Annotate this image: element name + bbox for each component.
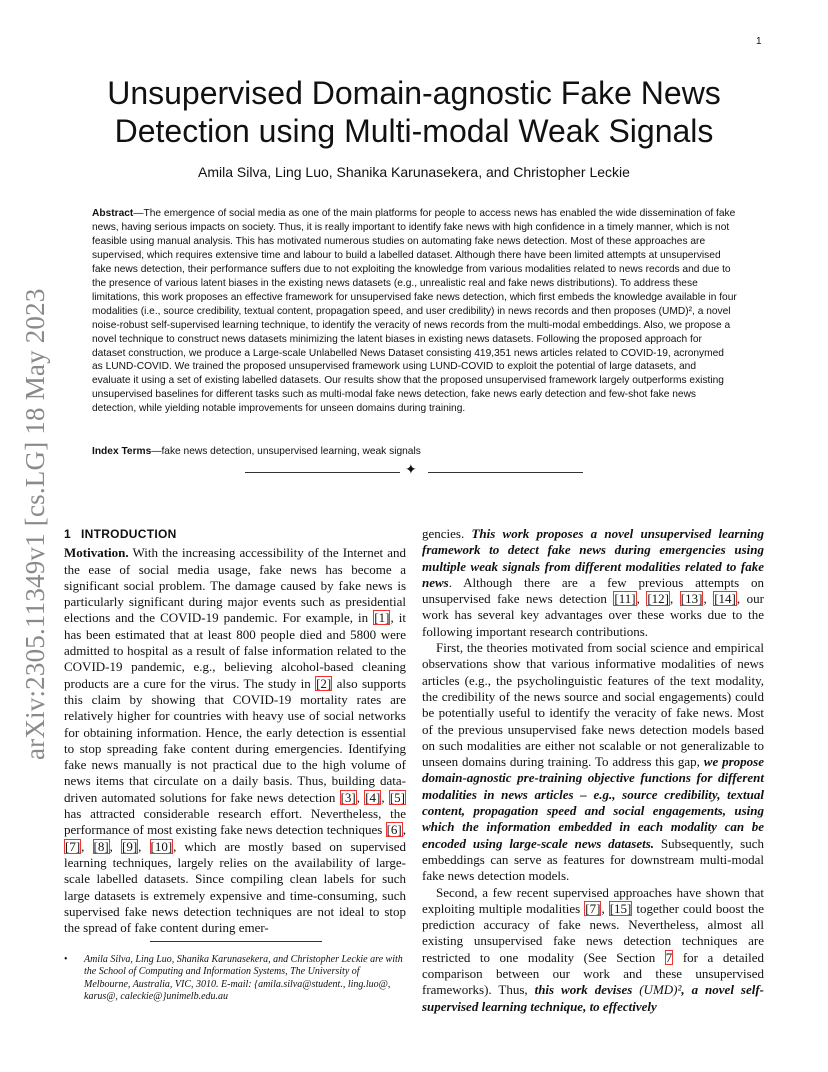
- separator: ,: [636, 591, 647, 607]
- separator: ,: [601, 900, 609, 916]
- paragraph-text: , our work has several key advantages over these works due to the following important research contributions.: [422, 591, 764, 639]
- paragraph-text: has attracted considerable research effort. Nevertheless, the performance of most existing fake news detection techniques: [64, 806, 406, 838]
- emphasis-text: this work devises: [534, 982, 633, 998]
- divider-diamond-icon: ✦: [405, 463, 417, 478]
- separator: ,: [81, 838, 93, 854]
- divider-line-left: [245, 472, 400, 473]
- paragraph-text: First, the theories motivated from social science and empirical observations show that various informative modalities of news articles (e.g., the psycholinguistic features of the text modality, the credibility of the news source and social engagements) could be potentially useful to identify the veracity of fake news. Most of the previous unsupervised fake news detection models based on such modalities are either not scalable or not generalizable to unseen domains during training. To address this gap,: [422, 640, 764, 770]
- section-link[interactable]: 7: [665, 949, 673, 965]
- page-number: 1: [756, 36, 762, 47]
- left-column: [64, 526, 406, 936]
- section-number: 1: [64, 527, 71, 541]
- separator: ,: [703, 591, 714, 607]
- arxiv-stamp[interactable]: arXiv:2305.11349v1 [cs.LG] 18 May 2023: [20, 288, 50, 760]
- index-terms-label: Index Terms: [92, 446, 152, 457]
- emphasis-text: , a novel self-supervised learning technique, to effectively: [422, 982, 764, 1014]
- citation-link[interactable]: [7]: [65, 838, 81, 854]
- abstract: [92, 207, 737, 416]
- citation-link[interactable]: [8]: [93, 838, 109, 854]
- paragraph-text: . Although there are a few previous attempts on unsupervised fake news detection: [422, 574, 764, 607]
- citation-link[interactable]: [5]: [389, 789, 406, 805]
- emphasis-text: This work proposes a novel unsupervised learning framework to detect fake news during emergencies using multiple weak signals from different modalities related to fake news: [422, 526, 765, 590]
- separator: ,: [138, 838, 150, 854]
- emphasis-text: we propose domain-agnostic pre-training objective functions for different modalities in news articles – e.g., source credibility, textual content, propagation speed and social engagements, using which the information embedded in each modality can be encoded using large-scale news datasets.: [422, 754, 764, 851]
- paragraph-text: , which are mostly based on supervised learning techniques, largely relies on the availability of large-scale labelled datasets. Since compiling clean labels for such large datasets is extremely expensive and time-consuming, such supervised fake news detection techniques are not ideal to stop the spread of fake content during emer-: [64, 838, 407, 936]
- citation-link[interactable]: [14]: [714, 591, 736, 607]
- paragraph-first-contribution: [422, 640, 764, 884]
- separator: ,: [670, 591, 680, 607]
- divider-line-right: [428, 472, 583, 473]
- author-list: Amila Silva, Ling Luo, Shanika Karunasekera, and Christopher Leckie: [198, 164, 630, 180]
- paragraph-text: With the increasing accessibility of the Internet and the ease of social media usage, fake news has become a significant social problem. The damage caused by fake news is particularly significant during major events such as presidential elections and the COVID-19 pandemic. For example, in: [64, 545, 406, 626]
- abstract-text: —The emergence of social media as one of the main platforms for people to access news has enabled the wide dissemination of fake news, having serious impacts on society. Thus, it is really important to identify fake news with high confidence in a timely manner, which is not feasible using manual analysis. This has motivated numerous studies on automating fake news detection. Most of these approaches are supervised, which requires extensive time and labour to build a labelled dataset. Although there have been limited attempts at unsupervised fake news detection, their performance suffers due to not exploiting the knowledge from various modalities related to news records and due to the presence of various latent biases in the existing news datasets (e.g., unrealistic real and fake news distributions). To address these limitations, this work proposes an effective framework for unsupervised fake news detection, which first embeds the knowledge available in four modalities (i.e., source credibility, textual content, propagation speed, and user credibility) in news records and then proposes (UMD)², a novel noise-robust self-supervised learning technique, to identify the veracity of news records from the multi-modal embeddings. Also, we propose a novel technique to construct news datasets minimizing the latent biases in existing news datasets. Following the proposed approach for dataset construction, we produce a Large-scale Unlabelled News Dataset consisting 419,351 news articles related to COVID-19, acronymed as LUND-COVID. We trained the proposed unsupervised framework using LUND-COVID to exploit the potential of large datasets, and evaluate it using a set of existing labelled datasets. Our results show that the proposed unsupervised framework largely outperforms existing unsupervised baselines for different tasks such as multi-modal fake news detection, fake news early detection and few-shot fake news detection, while yielding notable improvements for unseen domains during training.: [92, 208, 737, 415]
- citation-link[interactable]: [12]: [647, 591, 670, 607]
- right-column: [422, 526, 764, 1015]
- index-terms-text: —fake news detection, unsupervised learning, weak signals: [151, 446, 421, 457]
- citation-link[interactable]: [13]: [680, 591, 703, 607]
- index-terms: [92, 445, 737, 459]
- citation-link[interactable]: [4]: [365, 789, 381, 805]
- paragraph-text: gencies.: [422, 526, 472, 541]
- abstract-label: Abstract: [92, 208, 134, 219]
- paper-title: Unsupervised Domain-agnostic Fake News Detection using Multi-modal Weak Signals: [107, 75, 721, 149]
- section-heading: [64, 526, 406, 542]
- citation-link[interactable]: [7]: [585, 900, 601, 916]
- motivation-label: Motivation.: [64, 545, 129, 561]
- citation-link[interactable]: [11]: [614, 591, 636, 607]
- paragraph-text: for a detailed comparison between our work and these unsupervised frameworks). Thus,: [422, 949, 764, 998]
- citation-link[interactable]: [9]: [122, 838, 138, 854]
- paragraph-text: also supports this claim by showing that COVID-19 mortality rates are relatively higher for countries with heavy use of social networks for obtaining information. Hence, the early detection is essential to stop spreading fake content during emergencies. Identifying fake news manually is not practical due to the high volume of news items that circulate on a daily basis. Thus, building data-driven automated solutions for fake news detection: [64, 675, 406, 805]
- paragraph-text: Subsequently, such embeddings can serve as features for downstream multi-modal fake news detection models.: [422, 835, 764, 884]
- citation-link[interactable]: [2]: [316, 675, 332, 691]
- citation-link[interactable]: [3]: [340, 789, 356, 805]
- citation-link[interactable]: [10]: [150, 838, 173, 854]
- citation-link[interactable]: [1]: [374, 610, 390, 626]
- math-expression: (UMD)²: [632, 982, 682, 998]
- separator: ,: [109, 838, 121, 854]
- paragraph-text: Second, a few recent supervised approaches have shown that exploiting multiple modalities: [422, 884, 764, 916]
- paragraph-text: , it has been estimated that at least 800 people died and 5800 were admitted to hospital as a result of false information related to the COVID-19 pandemic, e.g., believing alcohol-based cleaning products are a cure for the virus. The study in: [64, 610, 406, 691]
- separator: ,: [356, 789, 365, 805]
- paragraph-second-contribution: [422, 885, 764, 1015]
- separator: ,: [381, 789, 389, 805]
- section-title: INTRODUCTION: [80, 527, 177, 541]
- footnote-text: Amila Silva, Ling Luo, Shanika Karunasekera, and Christopher Leckie are with the School of Computing and Information Systems, The University of Melbourne, Australia, VIC, 3010. E-mail: {amila.silva@student., ling.luo@, karus@, caleckie@}unimelb.edu.au: [84, 954, 403, 1003]
- bullet-icon: •: [64, 954, 68, 965]
- motivation-paragraph: [64, 545, 406, 936]
- author-affiliation-footnote: [64, 954, 406, 1004]
- paragraph-text: together could boost the prediction accuracy of fake news. Nevertheless, almost all existing unsupervised fake news detection techniques are restricted to one modality (See Section: [422, 900, 764, 965]
- separator: ,: [402, 822, 406, 838]
- citation-link[interactable]: [15]: [609, 900, 632, 916]
- footnote-rule: [150, 941, 322, 942]
- paragraph-contribution-intro: [422, 526, 764, 640]
- citation-link[interactable]: [6]: [386, 822, 402, 838]
